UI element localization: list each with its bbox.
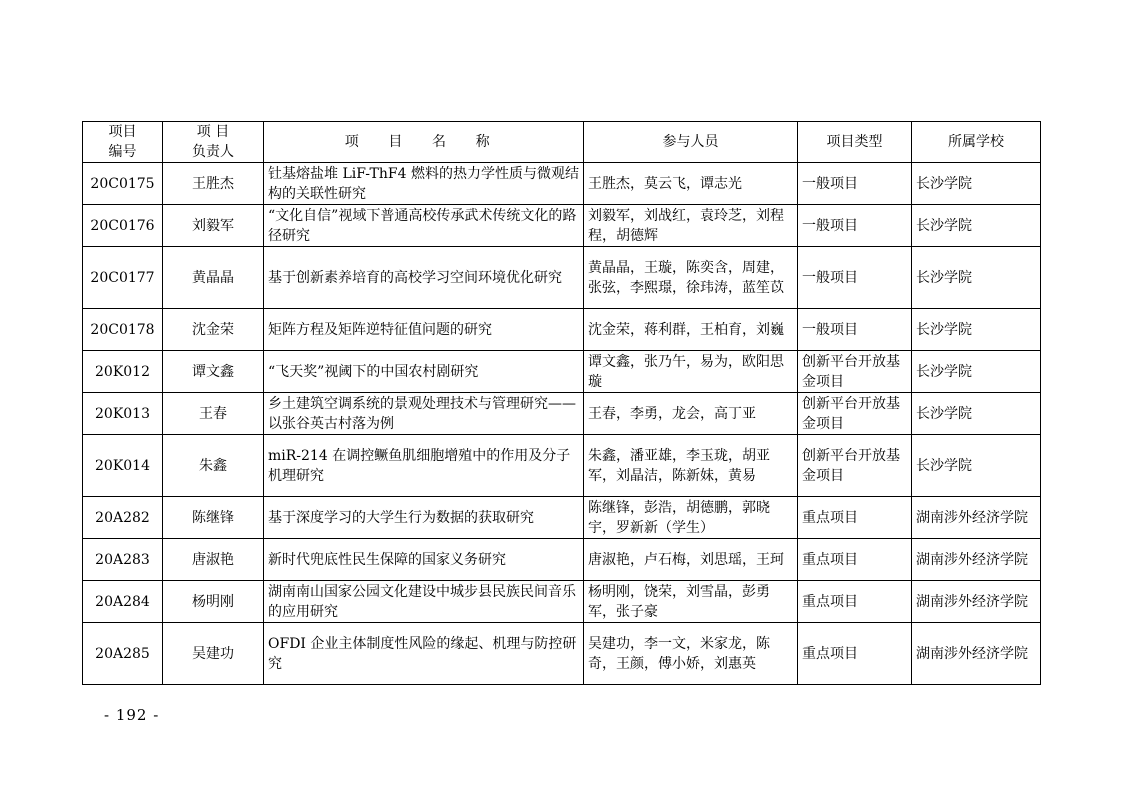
project-leader-cell: 吴建功 (163, 623, 264, 685)
table-row (83, 497, 1041, 539)
project-name-cell: 基于深度学习的大学生行为数据的获取研究 (264, 497, 584, 539)
school-cell: 湖南涉外经济学院 (912, 539, 1041, 581)
project-type-cell: 重点项目 (798, 581, 912, 623)
project-type-cell: 一般项目 (798, 247, 912, 309)
project-type-cell: 创新平台开放基金项目 (798, 435, 912, 497)
members-cell: 王胜杰，莫云飞，谭志光 (584, 163, 798, 205)
project-id-cell: 20C0177 (83, 247, 163, 309)
project-leader-cell: 唐淑艳 (163, 539, 264, 581)
project-id-cell: 20C0175 (83, 163, 163, 205)
school-cell: 长沙学院 (912, 435, 1041, 497)
header-project-id: 项目 编号 (83, 122, 163, 163)
members-cell: 朱鑫，潘亚雄，李玉珑，胡亚军，刘晶洁，陈新妹，黄易 (584, 435, 798, 497)
header-members: 参与人员 (584, 122, 798, 163)
members-cell: 吴建功，李一文，米家龙，陈奇，王颜，傅小娇，刘惠英 (584, 623, 798, 685)
project-id-cell: 20C0176 (83, 205, 163, 247)
project-id-cell: 20C0178 (83, 309, 163, 351)
table-row (83, 309, 1041, 351)
school-cell: 长沙学院 (912, 205, 1041, 247)
table-row (83, 205, 1041, 247)
project-name-cell: 乡土建筑空调系统的景观处理技术与管理研究——以张谷英古村落为例 (264, 393, 584, 435)
table-row (83, 623, 1041, 685)
project-leader-cell: 王春 (163, 393, 264, 435)
page-number: - 192 - (104, 706, 160, 724)
table-body (83, 163, 1041, 685)
school-cell: 长沙学院 (912, 247, 1041, 309)
project-id-cell: 20A285 (83, 623, 163, 685)
header-project-type: 项目类型 (798, 122, 912, 163)
project-name-cell: “飞天奖”视阈下的中国农村剧研究 (264, 351, 584, 393)
header-school: 所属学校 (912, 122, 1041, 163)
school-cell: 湖南涉外经济学院 (912, 623, 1041, 685)
project-name-cell: 基于创新素养培育的高校学习空间环境优化研究 (264, 247, 584, 309)
project-id-cell: 20K014 (83, 435, 163, 497)
school-cell: 长沙学院 (912, 351, 1041, 393)
table-row (83, 351, 1041, 393)
school-cell: 长沙学院 (912, 309, 1041, 351)
members-cell: 刘毅军，刘战红，袁玲芝，刘程程，胡德辉 (584, 205, 798, 247)
school-cell: 湖南涉外经济学院 (912, 497, 1041, 539)
project-table (82, 121, 1041, 685)
project-type-cell: 一般项目 (798, 205, 912, 247)
project-leader-cell: 沈金荣 (163, 309, 264, 351)
project-id-cell: 20A283 (83, 539, 163, 581)
project-leader-cell: 朱鑫 (163, 435, 264, 497)
members-cell: 黄晶晶，王璇，陈奕含，周建，张弦，李熙璟，徐玮涛，蓝笙苡 (584, 247, 798, 309)
project-id-cell: 20K012 (83, 351, 163, 393)
members-cell: 杨明刚，饶荣，刘雪晶，彭勇军，张子豪 (584, 581, 798, 623)
table-row (83, 163, 1041, 205)
project-name-cell: 钍基熔盐堆 LiF-ThF4 燃料的热力学性质与微观结构的关联性研究 (264, 163, 584, 205)
project-type-cell: 创新平台开放基金项目 (798, 351, 912, 393)
project-name-cell: 矩阵方程及矩阵逆特征值问题的研究 (264, 309, 584, 351)
members-cell: 唐淑艳，卢石梅，刘思瑶，王珂 (584, 539, 798, 581)
project-id-cell: 20K013 (83, 393, 163, 435)
project-type-cell: 一般项目 (798, 163, 912, 205)
table-row (83, 393, 1041, 435)
school-cell: 长沙学院 (912, 393, 1041, 435)
members-cell: 陈继锋，彭浩，胡德鹏，郭晓宇，罗新新（学生） (584, 497, 798, 539)
table-row (83, 247, 1041, 309)
header-project-leader: 项 目 负责人 (163, 122, 264, 163)
project-name-cell: OFDI 企业主体制度性风险的缘起、机理与防控研究 (264, 623, 584, 685)
header-project-name: 项 目 名 称 (264, 122, 584, 163)
table-header-row (83, 122, 1041, 163)
project-leader-cell: 陈继锋 (163, 497, 264, 539)
table-row (83, 435, 1041, 497)
table-row (83, 581, 1041, 623)
project-type-cell: 重点项目 (798, 623, 912, 685)
project-id-cell: 20A284 (83, 581, 163, 623)
school-cell: 湖南涉外经济学院 (912, 581, 1041, 623)
project-name-cell: miR-214 在调控鳜鱼肌细胞增殖中的作用及分子机理研究 (264, 435, 584, 497)
project-type-cell: 重点项目 (798, 497, 912, 539)
project-type-cell: 重点项目 (798, 539, 912, 581)
project-type-cell: 创新平台开放基金项目 (798, 393, 912, 435)
project-leader-cell: 杨明刚 (163, 581, 264, 623)
members-cell: 谭文鑫，张乃午，易为，欧阳思璇 (584, 351, 798, 393)
project-leader-cell: 刘毅军 (163, 205, 264, 247)
project-id-cell: 20A282 (83, 497, 163, 539)
members-cell: 王春，李勇，龙会，高丁亚 (584, 393, 798, 435)
project-leader-cell: 王胜杰 (163, 163, 264, 205)
school-cell: 长沙学院 (912, 163, 1041, 205)
project-name-cell: 新时代兜底性民生保障的国家义务研究 (264, 539, 584, 581)
project-type-cell: 一般项目 (798, 309, 912, 351)
table-row (83, 539, 1041, 581)
project-leader-cell: 黄晶晶 (163, 247, 264, 309)
project-name-cell: 湖南南山国家公园文化建设中城步县民族民间音乐的应用研究 (264, 581, 584, 623)
project-leader-cell: 谭文鑫 (163, 351, 264, 393)
members-cell: 沈金荣，蒋利群，王柏育，刘巍 (584, 309, 798, 351)
project-name-cell: “文化自信”视域下普通高校传承武术传统文化的路径研究 (264, 205, 584, 247)
